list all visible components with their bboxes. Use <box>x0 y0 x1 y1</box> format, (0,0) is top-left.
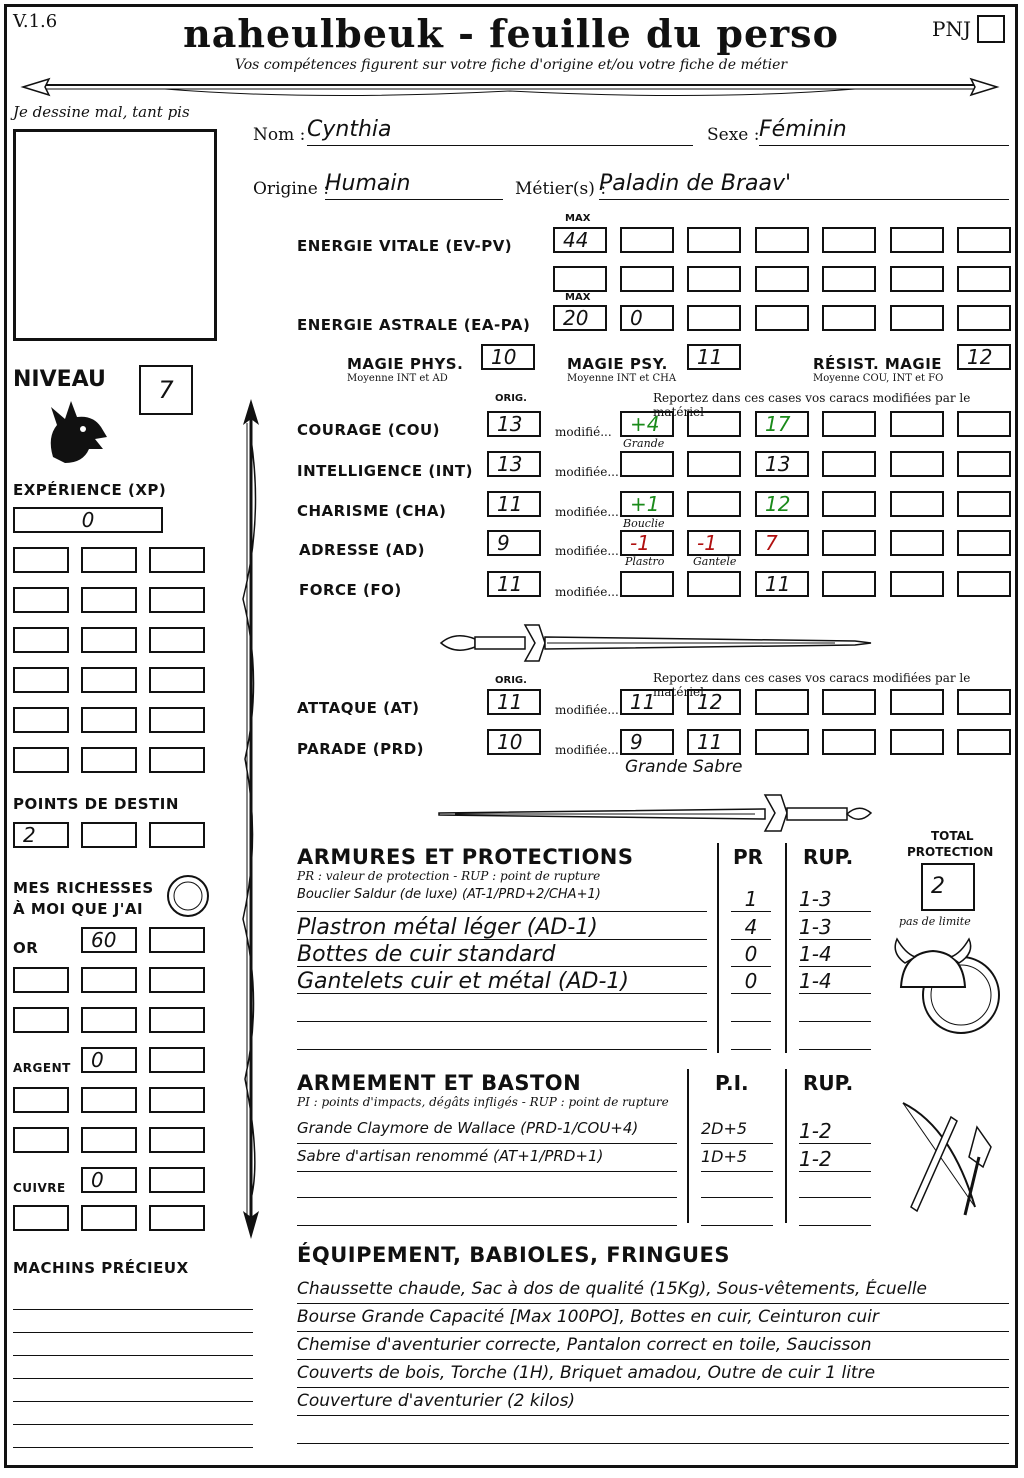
xp-box[interactable] <box>81 667 137 693</box>
niveau-label: NIVEAU <box>13 367 106 392</box>
ev-label: ENERGIE VITALE (EV-PV) <box>297 237 513 255</box>
weapons-divider <box>687 1069 689 1223</box>
or-box[interactable] <box>149 1007 205 1033</box>
prd-box[interactable] <box>755 729 809 755</box>
sexe-label: Sexe : <box>707 125 760 145</box>
cou-mod-box[interactable] <box>687 411 741 437</box>
armor-name-field[interactable]: Bouclier Saldur (de luxe) (AT-1/PRD+2/CHA+1) <box>297 887 707 912</box>
armor-divider <box>785 843 787 1053</box>
armor-divider <box>717 843 719 1053</box>
armor-note: PR : valeur de protection - RUP : point de rupture <box>297 869 601 883</box>
xp-box[interactable] <box>81 707 137 733</box>
ev-box[interactable] <box>890 266 944 292</box>
armor-rup-field[interactable]: 1-4 <box>799 969 871 994</box>
weapons-note: PI : points d'impacts, dégâts infligés - RUP : point de rupture <box>297 1095 669 1109</box>
rup-header: RUP. <box>803 845 854 869</box>
pnj-checkbox[interactable] <box>977 15 1005 43</box>
modif-label: modifiée... <box>555 703 619 717</box>
at-box[interactable] <box>755 689 809 715</box>
xp-box[interactable] <box>13 667 69 693</box>
xp-box[interactable] <box>149 747 205 773</box>
equipment-title: ÉQUIPEMENT, BABIOLES, FRINGUES <box>297 1243 730 1267</box>
or-box[interactable] <box>81 1007 137 1033</box>
xp-box[interactable] <box>81 747 137 773</box>
destin-box[interactable] <box>81 822 137 848</box>
fo-mod-box[interactable] <box>620 571 674 597</box>
ev-box[interactable] <box>957 266 1011 292</box>
ad-label: ADRESSE (AD) <box>299 541 426 559</box>
argent-box[interactable] <box>149 1047 205 1073</box>
sword-icon <box>435 791 875 837</box>
ea-box[interactable] <box>687 305 741 331</box>
armor-rup-field[interactable] <box>799 1025 871 1050</box>
argent-label: ARGENT <box>13 1061 71 1075</box>
cuivre-box[interactable] <box>149 1205 205 1231</box>
weapon-name-field[interactable] <box>297 1201 677 1226</box>
ad-orig-box[interactable]: 9 <box>487 530 541 556</box>
ea-max-label: MAX <box>565 292 591 303</box>
ad-mod-note: Gantele <box>693 555 737 568</box>
weapon-rup-field[interactable]: 1-2 <box>799 1119 871 1144</box>
origine-field[interactable]: Humain <box>325 171 503 200</box>
int-mod-box[interactable] <box>620 451 674 477</box>
xp-box[interactable] <box>149 667 205 693</box>
or-box[interactable] <box>149 927 205 953</box>
at-box[interactable] <box>822 689 876 715</box>
or-box[interactable] <box>81 967 137 993</box>
cou-label: COURAGE (COU) <box>297 421 441 439</box>
sexe-field[interactable]: Féminin <box>759 117 1009 146</box>
origine-label: Origine : <box>253 179 329 199</box>
ea-label: ENERGIE ASTRALE (EA-PA) <box>297 316 531 334</box>
version-label: V.1.6 <box>13 11 58 32</box>
sword-icon <box>435 617 875 667</box>
vertical-spear-icon <box>233 399 269 1239</box>
weapon-pi-field[interactable]: 2D+5 <box>701 1119 773 1144</box>
ad-final-box[interactable]: 7 <box>755 530 809 556</box>
armor-pr-field[interactable]: 0 <box>731 942 771 967</box>
at-orig-box[interactable]: 11 <box>487 689 541 715</box>
dragon-head-icon <box>43 397 109 467</box>
armor-rup-field[interactable] <box>799 997 871 1022</box>
cou-orig-box[interactable]: 13 <box>487 411 541 437</box>
cha-box[interactable] <box>957 491 1011 517</box>
no-limit-note: pas de limite <box>899 915 971 928</box>
armor-rup-field[interactable]: 1-3 <box>799 887 871 912</box>
ad-mod-box[interactable]: -1 <box>687 530 741 556</box>
character-sheet <box>4 4 1018 1468</box>
ad-box[interactable] <box>822 530 876 556</box>
total-label-2: PROTECTION <box>907 845 994 859</box>
weapon-name-field[interactable]: Grande Claymore de Wallace (PRD-1/COU+4) <box>297 1119 677 1144</box>
cou-box[interactable] <box>890 411 944 437</box>
xp-box[interactable] <box>81 587 137 613</box>
int-orig-box[interactable]: 13 <box>487 451 541 477</box>
cou-box[interactable] <box>957 411 1011 437</box>
equipment-line[interactable]: Couverture d'aventurier (2 kilos) <box>297 1391 1009 1416</box>
armor-name-field[interactable]: Plastron métal léger (AD-1) <box>297 915 707 940</box>
magie-phys-label: MAGIE PHYS. <box>347 355 464 373</box>
cha-orig-box[interactable]: 11 <box>487 491 541 517</box>
xp-box[interactable] <box>149 627 205 653</box>
equipment-line[interactable]: Chemise d'aventurier correcte, Pantalon correct en toile, Saucisson <box>297 1335 1009 1360</box>
nom-label: Nom : <box>253 125 306 145</box>
ea-box[interactable] <box>890 305 944 331</box>
xp-box[interactable] <box>13 707 69 733</box>
ev-box[interactable] <box>755 266 809 292</box>
pr-header: PR <box>733 845 764 869</box>
armor-rup-field[interactable]: 1-3 <box>799 915 871 940</box>
argent-box[interactable]: 0 <box>81 1047 137 1073</box>
machins-label: MACHINS PRÉCIEUX <box>13 1259 189 1277</box>
portrait-caption: Je dessine mal, tant pis <box>13 103 190 121</box>
armor-title: ARMURES ET PROTECTIONS <box>297 845 634 869</box>
destin-box[interactable]: 2 <box>13 822 69 848</box>
weapon-rup-field[interactable] <box>799 1201 871 1226</box>
weapons-title: ARMEMENT ET BASTON <box>297 1071 582 1095</box>
argent-box[interactable] <box>149 1087 205 1113</box>
magie-phys-box[interactable]: 10 <box>481 344 535 370</box>
ev-box[interactable] <box>890 227 944 253</box>
machins-lines[interactable] <box>13 1287 253 1457</box>
armor-rup-field[interactable]: 1-4 <box>799 942 871 967</box>
cha-final-box[interactable]: 12 <box>755 491 809 517</box>
ev-box[interactable] <box>620 266 674 292</box>
xp-box[interactable] <box>13 587 69 613</box>
fo-box[interactable] <box>822 571 876 597</box>
fo-box[interactable] <box>890 571 944 597</box>
richesses-label-1: MES RICHESSES <box>13 879 154 897</box>
pnj-toggle[interactable] <box>932 15 1005 43</box>
combat-report-note: Reportez dans ces cases vos caracs modifiées par le matériel <box>653 671 971 699</box>
modif-label: modifiée... <box>555 505 619 519</box>
int-label: INTELLIGENCE (INT) <box>297 462 473 480</box>
ad-mod-note: Plastro <box>625 555 665 568</box>
ev-box[interactable] <box>620 227 674 253</box>
weapon-name-field[interactable]: Sabre d'artisan renommé (AT+1/PRD+1) <box>297 1147 677 1172</box>
prd-box[interactable] <box>957 729 1011 755</box>
xp-box[interactable] <box>81 627 137 653</box>
crossed-weapons-icon <box>891 1097 1003 1221</box>
weapon-pi-field[interactable] <box>701 1201 773 1226</box>
or-label: OR <box>13 939 39 957</box>
destin-box[interactable] <box>149 822 205 848</box>
cuivre-box[interactable]: 0 <box>81 1167 137 1193</box>
argent-box[interactable] <box>81 1087 137 1113</box>
modif-label: modifiée... <box>555 465 619 479</box>
cou-final-box[interactable]: 17 <box>755 411 809 437</box>
argent-box[interactable] <box>149 1127 205 1153</box>
armor-pr-field[interactable] <box>731 997 771 1022</box>
armor-pr-field[interactable]: 1 <box>731 887 771 912</box>
cuivre-box[interactable] <box>149 1167 205 1193</box>
total-protection-box[interactable]: 2 <box>921 863 975 911</box>
sheet-subtitle: Vos compétences figurent sur votre fiche d'origine et/ou votre fiche de métier <box>234 57 788 73</box>
armor-name-field[interactable] <box>297 1025 707 1050</box>
armor-name-field[interactable] <box>297 997 707 1022</box>
prd-label: PARADE (PRD) <box>297 740 425 758</box>
fo-label: FORCE (FO) <box>299 581 402 599</box>
xp-box[interactable] <box>13 627 69 653</box>
or-box[interactable] <box>13 1007 69 1033</box>
magie-psy-label: MAGIE PSY. <box>567 355 668 373</box>
or-box[interactable] <box>13 967 69 993</box>
int-box[interactable] <box>957 451 1011 477</box>
ad-mod-box[interactable]: -1 <box>620 530 674 556</box>
ea-current-box[interactable]: 0 <box>620 305 674 331</box>
argent-box[interactable] <box>13 1087 69 1113</box>
ev-box[interactable] <box>755 227 809 253</box>
total-label-1: TOTAL <box>931 829 974 843</box>
richesses-label-2: À MOI QUE J'AI <box>13 900 144 918</box>
weapons-rup-header: RUP. <box>803 1071 854 1095</box>
ev-max-box[interactable]: 44 <box>553 227 607 253</box>
xp-box[interactable] <box>13 747 69 773</box>
fo-orig-box[interactable]: 11 <box>487 571 541 597</box>
prd-box[interactable] <box>822 729 876 755</box>
nom-field[interactable]: Cynthia <box>307 117 693 146</box>
armor-pr-field[interactable] <box>731 1025 771 1050</box>
int-box[interactable] <box>890 451 944 477</box>
prd-orig-box[interactable]: 10 <box>487 729 541 755</box>
prd-box[interactable]: 9 <box>620 729 674 755</box>
report-note: Reportez dans ces cases vos caracs modifiées par le matériel <box>653 391 971 419</box>
cuivre-box[interactable] <box>13 1205 69 1231</box>
argent-box[interactable] <box>13 1127 69 1153</box>
ea-box[interactable] <box>957 305 1011 331</box>
cha-mod-note: Bouclie <box>623 517 665 530</box>
ev-box[interactable] <box>687 227 741 253</box>
prd-box[interactable]: 11 <box>687 729 741 755</box>
weapon-name-field[interactable] <box>297 1173 677 1198</box>
equipment-line[interactable] <box>297 1447 1009 1468</box>
cha-box[interactable] <box>822 491 876 517</box>
modif-label: modifiée... <box>555 743 619 757</box>
ea-box[interactable] <box>822 305 876 331</box>
xp-box[interactable] <box>81 547 137 573</box>
int-final-box[interactable]: 13 <box>755 451 809 477</box>
resist-magie-box[interactable]: 12 <box>957 344 1011 370</box>
equipment-line[interactable]: Bourse Grande Capacité [Max 100PO], Bottes en cuir, Ceinturon cuir <box>297 1307 1009 1332</box>
ev-box[interactable] <box>687 266 741 292</box>
orig-label: ORIG. <box>495 393 527 404</box>
cou-box[interactable] <box>822 411 876 437</box>
ev-box[interactable] <box>957 227 1011 253</box>
combat-orig-label: ORIG. <box>495 675 527 686</box>
fo-box[interactable] <box>957 571 1011 597</box>
xp-label: EXPÉRIENCE (XP) <box>13 481 167 499</box>
sheet-title: naheulbeuk - feuille du perso <box>183 11 839 56</box>
cha-mod-box[interactable]: +1 <box>620 491 674 517</box>
destin-label: POINTS DE DESTIN <box>13 795 179 813</box>
modif-label: modifié... <box>555 425 612 439</box>
xp-box[interactable] <box>149 707 205 733</box>
ea-box[interactable] <box>755 305 809 331</box>
spear-divider-icon <box>15 73 1005 103</box>
at-box[interactable]: 11 <box>620 689 674 715</box>
armor-pr-field[interactable]: 0 <box>731 969 771 994</box>
at-box[interactable]: 12 <box>687 689 741 715</box>
prd-box[interactable] <box>890 729 944 755</box>
metier-label: Métier(s) : <box>515 179 607 199</box>
at-box[interactable] <box>957 689 1011 715</box>
or-box[interactable] <box>149 967 205 993</box>
pi-header: P.I. <box>715 1071 749 1095</box>
equipment-line[interactable]: Couverts de bois, Torche (1H), Briquet amadou, Outre de cuir 1 litre <box>297 1363 1009 1388</box>
xp-box[interactable] <box>149 547 205 573</box>
resist-magie-note: Moyenne COU, INT et FO <box>813 373 944 384</box>
magie-phys-note: Moyenne INT et AD <box>347 373 448 384</box>
xp-box[interactable] <box>13 547 69 573</box>
ev-box[interactable] <box>822 266 876 292</box>
portrait-box[interactable] <box>13 129 217 341</box>
ev-max-label: MAX <box>565 213 591 224</box>
weapons-divider <box>785 1069 787 1223</box>
ev-box[interactable] <box>822 227 876 253</box>
xp-box[interactable] <box>149 587 205 613</box>
ea-max-box[interactable]: 20 <box>553 305 607 331</box>
pnj-label: PNJ <box>932 17 971 41</box>
cuivre-box[interactable] <box>81 1205 137 1231</box>
xp-box[interactable]: 0 <box>13 507 163 533</box>
int-box[interactable] <box>822 451 876 477</box>
modif-label: modifiée... <box>555 585 619 599</box>
ad-box[interactable] <box>957 530 1011 556</box>
weapon-note: Grande Sabre <box>625 757 743 777</box>
equipment-line[interactable] <box>297 1419 1009 1444</box>
armor-pr-field[interactable]: 4 <box>731 915 771 940</box>
cuivre-label: CUIVRE <box>13 1181 66 1195</box>
weapon-pi-field[interactable] <box>701 1173 773 1198</box>
armor-name-field[interactable]: Bottes de cuir standard <box>297 942 707 967</box>
at-box[interactable] <box>890 689 944 715</box>
niveau-box[interactable]: 7 <box>139 365 193 415</box>
weapon-rup-field[interactable]: 1-2 <box>799 1147 871 1172</box>
cha-box[interactable] <box>890 491 944 517</box>
armor-name-field[interactable]: Gantelets cuir et métal (AD-1) <box>297 969 707 994</box>
weapon-rup-field[interactable] <box>799 1173 871 1198</box>
coin-icon <box>165 873 211 919</box>
fo-mod-box[interactable] <box>687 571 741 597</box>
helmet-shield-icon <box>891 933 1003 1041</box>
resist-magie-label: RÉSIST. MAGIE <box>813 355 943 373</box>
int-mod-box[interactable] <box>687 451 741 477</box>
magie-psy-box[interactable]: 11 <box>687 344 741 370</box>
cha-mod-box[interactable] <box>687 491 741 517</box>
argent-box[interactable] <box>81 1127 137 1153</box>
modif-label: modifiée... <box>555 544 619 558</box>
at-label: ATTAQUE (AT) <box>297 699 420 717</box>
cha-label: CHARISME (CHA) <box>297 502 447 520</box>
ad-box[interactable] <box>890 530 944 556</box>
fo-final-box[interactable]: 11 <box>755 571 809 597</box>
or-box[interactable]: 60 <box>81 927 137 953</box>
cou-mod-box[interactable]: +4 <box>620 411 674 437</box>
equipment-line[interactable]: Chaussette chaude, Sac à dos de qualité (15Kg), Sous-vêtements, Écuelle <box>297 1279 1009 1304</box>
weapon-pi-field[interactable]: 1D+5 <box>701 1147 773 1172</box>
magie-psy-note: Moyenne INT et CHA <box>567 373 677 384</box>
cou-mod-note: Grande <box>623 437 665 450</box>
metier-field[interactable]: Paladin de Braav' <box>599 171 1009 200</box>
ev-box[interactable] <box>553 266 607 292</box>
